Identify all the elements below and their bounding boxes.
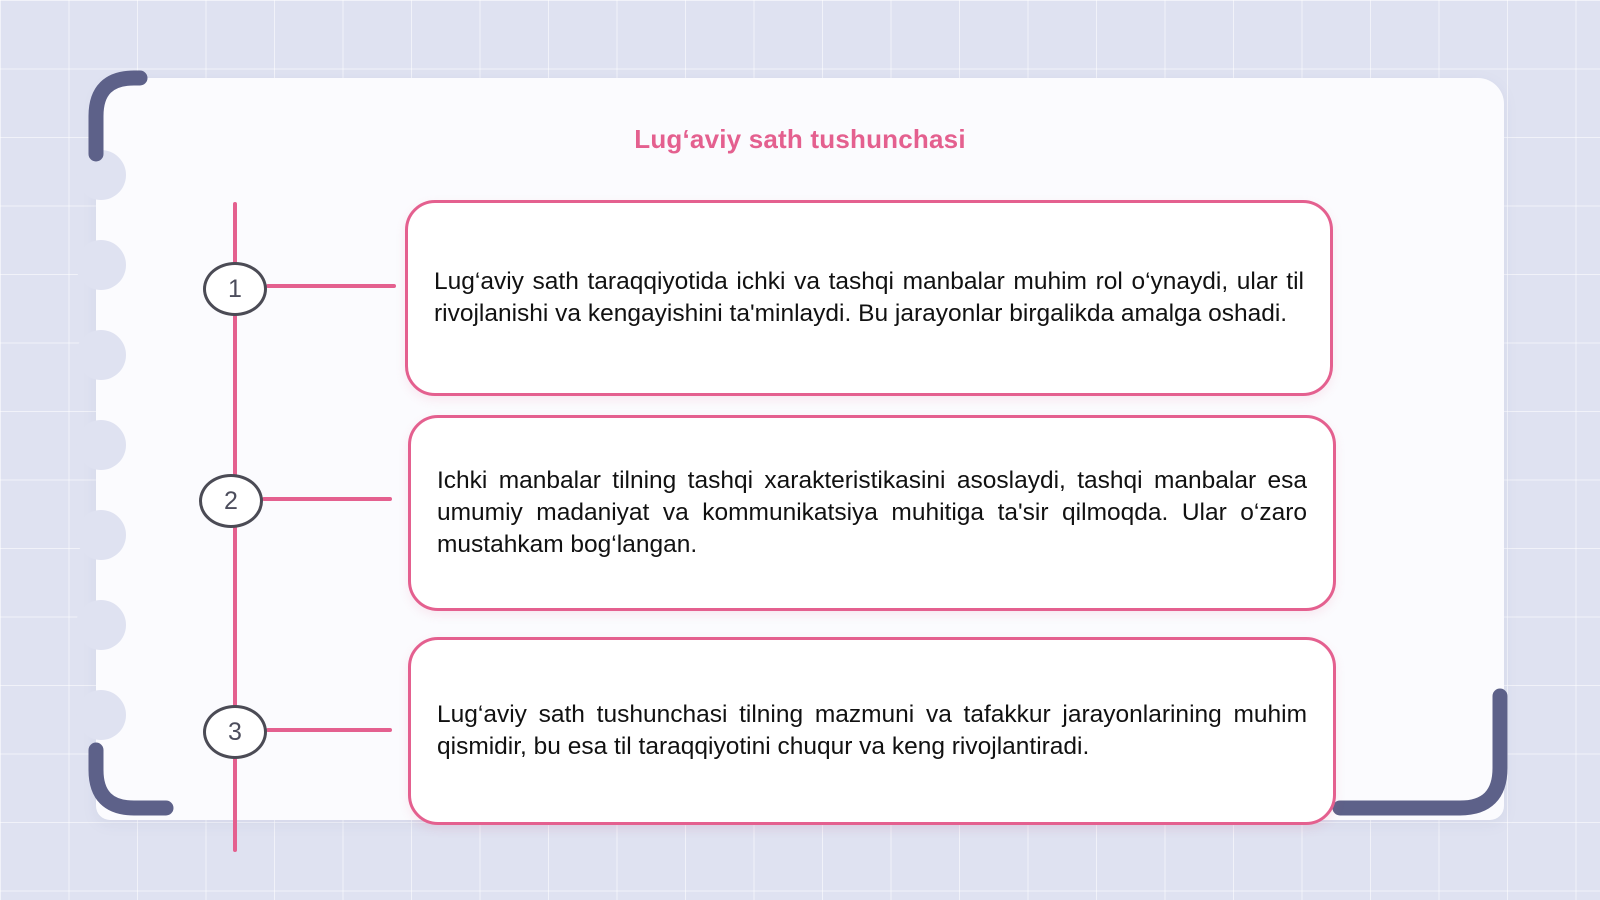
corner-bracket-bottom-left [84,740,184,830]
text-box-2 [408,415,1336,611]
notch-decoration [76,240,126,290]
notch-decoration [76,600,126,650]
timeline-connector-2 [262,497,392,501]
timeline-node-1: 1 [203,262,267,316]
notch-decoration [76,690,126,740]
timeline-node-2: 2 [199,474,263,528]
text-box-1-content: Lug‘aviy sath taraqqiyotida ichki va tashqi manbalar muhim rol o‘ynaydi, ular til rivojlanishi va kengayishini ta'minlaydi. Bu jarayonlar birgalikda amalga oshadi. [434,268,1304,327]
text-box-3 [408,637,1336,825]
timeline-connector-1 [266,284,396,288]
notch-decoration [76,510,126,560]
notch-decoration [76,330,126,380]
notch-decoration [76,420,126,470]
slide-title: Lug‘aviy sath tushunchasi [634,124,966,154]
text-box-3-content: Lug‘aviy sath tushunchasi tilning mazmuni va tafakkur jarayonlarining muhim qismidir, bu esa til taraqqiyotini chuqur va keng rivojlantiradi. [437,701,1307,760]
timeline-connector-3 [266,728,392,732]
timeline-node-3: 3 [203,705,267,759]
text-box-2-content: Ichki manbalar tilning tashqi xarakteristikasini asoslaydi, tashqi manbalar esa umumiy madaniyat va kommunikatsiya muhitiga ta'sir qilmoqda. Ular o‘zaro mustahkam bog‘langan. [437,467,1307,558]
corner-bracket-bottom-right [1330,684,1516,830]
text-box-1 [405,200,1333,396]
